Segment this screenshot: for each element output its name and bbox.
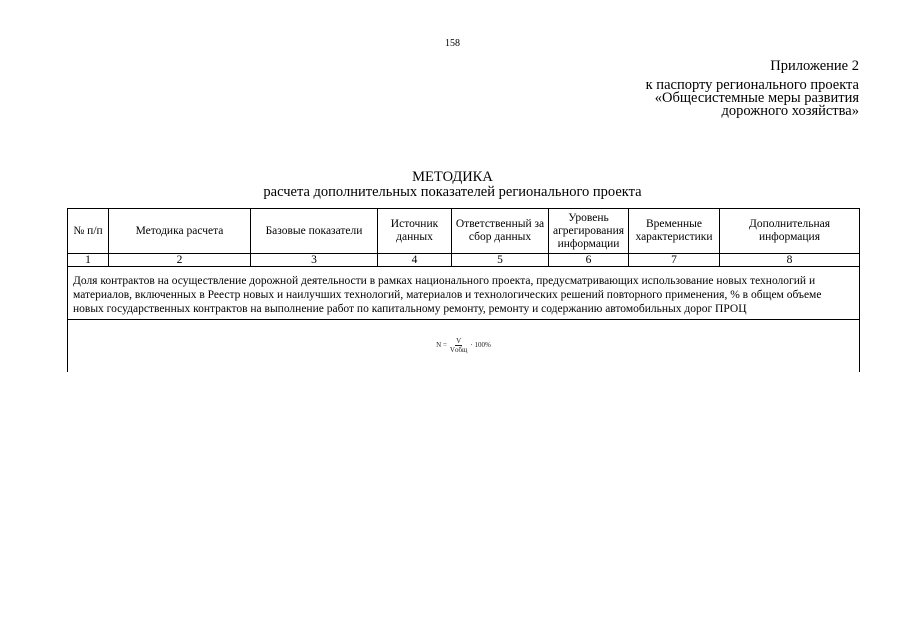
column-number: 5 [452, 254, 549, 267]
appendix-block [646, 60, 859, 118]
column-number: 4 [378, 254, 452, 267]
appendix-line: «Общесистемные меры развития [654, 90, 859, 106]
column-header: Источник данных [378, 209, 452, 254]
table-header-row [68, 209, 860, 254]
formula-fraction [450, 337, 468, 354]
document-title: МЕТОДИКА [412, 169, 493, 185]
column-header: Дополнительная информация [720, 209, 860, 254]
appendix-line: дорожного хозяйства» [721, 103, 859, 119]
column-header: Ответственный за сбор данных [452, 209, 549, 254]
formula-lhs: N = [436, 341, 447, 349]
column-number: 6 [549, 254, 629, 267]
indicator-row [68, 267, 860, 320]
column-header: Уровень агрегирования информации [549, 209, 629, 254]
column-header: Временные характеристики [629, 209, 720, 254]
column-number: 3 [251, 254, 378, 267]
formula-denominator: Vобщ [449, 346, 468, 354]
methodology-table [67, 208, 860, 372]
appendix-line: к паспорту регионального проекта [645, 77, 859, 93]
formula-rhs: · 100% [470, 341, 491, 349]
document-heading [0, 170, 905, 200]
appendix-title: Приложение 2 [770, 58, 859, 74]
page-number: 158 [445, 38, 460, 49]
formula-numerator: V [456, 337, 462, 345]
column-number: 1 [68, 254, 109, 267]
column-header: Базовые показатели [251, 209, 378, 254]
formula-row [68, 320, 860, 373]
document-subtitle: расчета дополнительных показателей регионального проекта [263, 184, 642, 200]
column-number: 7 [629, 254, 720, 267]
column-header: № п/п [68, 209, 109, 254]
column-number-row [68, 254, 860, 267]
column-number: 8 [720, 254, 860, 267]
column-header: Методика расчета [109, 209, 251, 254]
formula-cell [68, 320, 860, 373]
calculation-formula [436, 337, 491, 354]
column-number: 2 [109, 254, 251, 267]
indicator-description: Доля контрактов на осуществление дорожной деятельности в рамках национального проекта, предусматривающих использование новых технологий и материалов, включенных в Реестр новых и наилучших технологий, материалов и технологических решений повторного применения, % в общем объеме новых государственных контрактов на выполнение работ по капитальному ремонту, ремонту и содержанию автомобильных дорог ПРОЦ [68, 267, 860, 320]
